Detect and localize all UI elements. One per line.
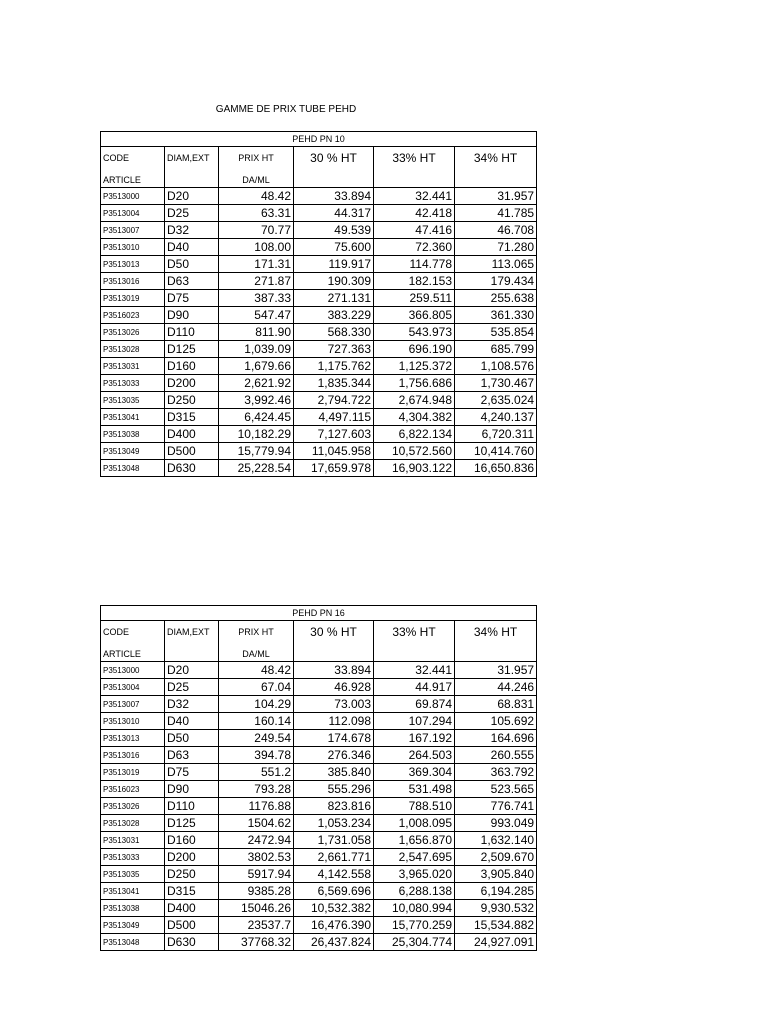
price-ht-cell: 5917.94 — [219, 866, 294, 883]
discount-33-cell: 42.418 — [374, 205, 455, 222]
price-ht-cell: 394.78 — [219, 747, 294, 764]
diameter-cell: D125 — [165, 341, 219, 358]
price-ht-cell: 2472.94 — [219, 832, 294, 849]
diameter-cell: D20 — [165, 188, 219, 205]
diameter-cell: D63 — [165, 747, 219, 764]
discount-34-cell: 46.708 — [455, 222, 537, 239]
price-ht-cell: 25,228.54 — [219, 460, 294, 477]
discount-30-cell: 271.131 — [294, 290, 374, 307]
discount-33-cell: 107.294 — [374, 713, 455, 730]
header-price: PRIX HT — [219, 621, 294, 648]
price-ht-cell: 37768.32 — [219, 934, 294, 951]
discount-33-cell: 1,008.095 — [374, 815, 455, 832]
discount-34-cell: 31.957 — [455, 188, 537, 205]
price-ht-cell: 63.31 — [219, 205, 294, 222]
price-ht-cell: 3,992.46 — [219, 392, 294, 409]
discount-33-cell: 32.441 — [374, 662, 455, 679]
article-code-cell: P3513048 — [101, 934, 165, 951]
discount-33-cell: 259.511 — [374, 290, 455, 307]
header-article: ARTICLE — [101, 647, 165, 662]
diameter-cell: D250 — [165, 392, 219, 409]
diameter-cell: D400 — [165, 426, 219, 443]
discount-34-cell: 10,414.760 — [455, 443, 537, 460]
diameter-cell: D90 — [165, 781, 219, 798]
table-row — [101, 713, 537, 730]
table-row — [101, 375, 537, 392]
discount-30-cell: 4,497.115 — [294, 409, 374, 426]
discount-33-cell: 531.498 — [374, 781, 455, 798]
diameter-cell: D75 — [165, 290, 219, 307]
price-ht-cell: 551.2 — [219, 764, 294, 781]
discount-30-cell: 385.840 — [294, 764, 374, 781]
discount-30-cell: 33.894 — [294, 662, 374, 679]
header-discount-30: 30 % HT — [294, 621, 374, 662]
discount-34-cell: 164.696 — [455, 730, 537, 747]
diameter-cell: D40 — [165, 239, 219, 256]
article-code-cell: P3513013 — [101, 256, 165, 273]
table-row — [101, 324, 537, 341]
discount-33-cell: 15,770.259 — [374, 917, 455, 934]
discount-33-cell: 69.874 — [374, 696, 455, 713]
table-row — [101, 426, 537, 443]
article-code-cell: P3513031 — [101, 358, 165, 375]
header-unit: DA/ML — [219, 647, 294, 662]
price-ht-cell: 67.04 — [219, 679, 294, 696]
price-ht-cell: 547.47 — [219, 307, 294, 324]
discount-33-cell: 6,822.134 — [374, 426, 455, 443]
discount-33-cell: 788.510 — [374, 798, 455, 815]
discount-30-cell: 49.539 — [294, 222, 374, 239]
article-code-cell: P3513007 — [101, 696, 165, 713]
diameter-cell: D200 — [165, 849, 219, 866]
discount-30-cell: 17,659.978 — [294, 460, 374, 477]
discount-33-cell: 4,304.382 — [374, 409, 455, 426]
table-row — [101, 849, 537, 866]
discount-34-cell: 260.555 — [455, 747, 537, 764]
table-body — [101, 662, 537, 951]
discount-33-cell: 47.416 — [374, 222, 455, 239]
price-ht-cell: 15046.26 — [219, 900, 294, 917]
diameter-cell: D125 — [165, 815, 219, 832]
discount-33-cell: 264.503 — [374, 747, 455, 764]
article-code-cell: P3513019 — [101, 290, 165, 307]
article-code-cell: P3513041 — [101, 883, 165, 900]
discount-34-cell: 776.741 — [455, 798, 537, 815]
article-code-cell: P3513035 — [101, 866, 165, 883]
diameter-cell: D32 — [165, 696, 219, 713]
discount-33-cell: 167.192 — [374, 730, 455, 747]
discount-30-cell: 112.098 — [294, 713, 374, 730]
table-row — [101, 290, 537, 307]
table-row — [101, 392, 537, 409]
price-ht-cell: 108.00 — [219, 239, 294, 256]
table-caption: PEHD PN 10 — [101, 132, 537, 147]
discount-33-cell: 10,572.560 — [374, 443, 455, 460]
price-ht-cell: 160.14 — [219, 713, 294, 730]
price-ht-cell: 104.29 — [219, 696, 294, 713]
table-row — [101, 883, 537, 900]
price-table-pn10 — [100, 131, 537, 477]
discount-34-cell: 523.565 — [455, 781, 537, 798]
diameter-cell: D250 — [165, 866, 219, 883]
diameter-cell: D400 — [165, 900, 219, 917]
header-code: CODE — [101, 147, 165, 174]
discount-34-cell: 9,930.532 — [455, 900, 537, 917]
article-code-cell: P3513031 — [101, 832, 165, 849]
article-code-cell: P3513016 — [101, 273, 165, 290]
price-ht-cell: 1,679.66 — [219, 358, 294, 375]
header-code: CODE — [101, 621, 165, 648]
discount-33-cell: 32.441 — [374, 188, 455, 205]
discount-33-cell: 6,288.138 — [374, 883, 455, 900]
discount-34-cell: 71.280 — [455, 239, 537, 256]
diameter-cell: D500 — [165, 443, 219, 460]
article-code-cell: P3513035 — [101, 392, 165, 409]
table-row — [101, 662, 537, 679]
discount-30-cell: 7,127.603 — [294, 426, 374, 443]
discount-30-cell: 75.600 — [294, 239, 374, 256]
table-row — [101, 900, 537, 917]
table-row — [101, 934, 537, 951]
discount-34-cell: 16,650.836 — [455, 460, 537, 477]
table-row — [101, 832, 537, 849]
discount-30-cell: 555.296 — [294, 781, 374, 798]
article-code-cell: P3513013 — [101, 730, 165, 747]
discount-34-cell: 363.792 — [455, 764, 537, 781]
price-ht-cell: 10,182.29 — [219, 426, 294, 443]
article-code-cell: P3513016 — [101, 747, 165, 764]
discount-30-cell: 46.928 — [294, 679, 374, 696]
diameter-cell: D40 — [165, 713, 219, 730]
price-ht-cell: 70.77 — [219, 222, 294, 239]
price-ht-cell: 6,424.45 — [219, 409, 294, 426]
discount-30-cell: 1,731.058 — [294, 832, 374, 849]
price-ht-cell: 2,621.92 — [219, 375, 294, 392]
discount-33-cell: 543.973 — [374, 324, 455, 341]
table-row — [101, 815, 537, 832]
header-discount-33: 33% HT — [374, 147, 455, 188]
discount-34-cell: 6,194.285 — [455, 883, 537, 900]
price-ht-cell: 1504.62 — [219, 815, 294, 832]
diameter-cell: D75 — [165, 764, 219, 781]
discount-30-cell: 6,569.696 — [294, 883, 374, 900]
article-code-cell: P3513049 — [101, 917, 165, 934]
table-row — [101, 239, 537, 256]
discount-34-cell: 31.957 — [455, 662, 537, 679]
diameter-cell: D160 — [165, 832, 219, 849]
discount-33-cell: 2,674.948 — [374, 392, 455, 409]
discount-30-cell: 1,053.234 — [294, 815, 374, 832]
table-row — [101, 679, 537, 696]
discount-30-cell: 276.346 — [294, 747, 374, 764]
article-code-cell: P3513049 — [101, 443, 165, 460]
table-row — [101, 409, 537, 426]
discount-34-cell: 361.330 — [455, 307, 537, 324]
discount-34-cell: 24,927.091 — [455, 934, 537, 951]
discount-33-cell: 182.153 — [374, 273, 455, 290]
discount-30-cell: 823.816 — [294, 798, 374, 815]
discount-34-cell: 535.854 — [455, 324, 537, 341]
discount-30-cell: 190.309 — [294, 273, 374, 290]
table-row — [101, 205, 537, 222]
article-code-cell: P3513010 — [101, 239, 165, 256]
diameter-cell: D500 — [165, 917, 219, 934]
table-row — [101, 222, 537, 239]
discount-33-cell: 696.190 — [374, 341, 455, 358]
discount-30-cell: 1,175.762 — [294, 358, 374, 375]
price-ht-cell: 271.87 — [219, 273, 294, 290]
table-row — [101, 358, 537, 375]
discount-34-cell: 1,730.467 — [455, 375, 537, 392]
discount-34-cell: 1,632.140 — [455, 832, 537, 849]
table-caption: PEHD PN 16 — [101, 606, 537, 621]
price-ht-cell: 23537.7 — [219, 917, 294, 934]
article-code-cell: P3513038 — [101, 900, 165, 917]
table-row — [101, 460, 537, 477]
diameter-cell: D20 — [165, 662, 219, 679]
discount-34-cell: 2,509.670 — [455, 849, 537, 866]
table-row — [101, 747, 537, 764]
discount-34-cell: 2,635.024 — [455, 392, 537, 409]
discount-34-cell: 255.638 — [455, 290, 537, 307]
article-code-cell: P3513026 — [101, 798, 165, 815]
table-row — [101, 781, 537, 798]
table-row — [101, 307, 537, 324]
discount-33-cell: 1,125.372 — [374, 358, 455, 375]
discount-33-cell: 44.917 — [374, 679, 455, 696]
discount-34-cell: 685.799 — [455, 341, 537, 358]
diameter-cell: D50 — [165, 730, 219, 747]
article-code-cell: P3516023 — [101, 781, 165, 798]
article-code-cell: P3513033 — [101, 849, 165, 866]
table-row — [101, 764, 537, 781]
table-row — [101, 273, 537, 290]
article-code-cell: P3513038 — [101, 426, 165, 443]
article-code-cell: P3513010 — [101, 713, 165, 730]
diameter-cell: D32 — [165, 222, 219, 239]
article-code-cell: P3513048 — [101, 460, 165, 477]
price-table-pn16 — [100, 605, 537, 951]
diameter-cell: D63 — [165, 273, 219, 290]
diameter-cell: D25 — [165, 205, 219, 222]
table-row — [101, 188, 537, 205]
discount-34-cell: 4,240.137 — [455, 409, 537, 426]
document-title: GAMME DE PRIX TUBE PEHD — [215, 104, 357, 115]
discount-30-cell: 174.678 — [294, 730, 374, 747]
price-ht-cell: 171.31 — [219, 256, 294, 273]
header-unit: DA/ML — [219, 173, 294, 188]
header-diam: DIAM,EXT — [165, 147, 219, 188]
discount-33-cell: 1,656.870 — [374, 832, 455, 849]
article-code-cell: P3513033 — [101, 375, 165, 392]
diameter-cell: D315 — [165, 883, 219, 900]
discount-34-cell: 179.434 — [455, 273, 537, 290]
discount-34-cell: 1,108.576 — [455, 358, 537, 375]
header-discount-34: 34% HT — [455, 621, 537, 662]
article-code-cell: P3513004 — [101, 205, 165, 222]
article-code-cell: P3513028 — [101, 341, 165, 358]
discount-34-cell: 68.831 — [455, 696, 537, 713]
price-ht-cell: 48.42 — [219, 662, 294, 679]
table-row — [101, 917, 537, 934]
diameter-cell: D110 — [165, 324, 219, 341]
diameter-cell: D50 — [165, 256, 219, 273]
discount-34-cell: 41.785 — [455, 205, 537, 222]
header-discount-30: 30 % HT — [294, 147, 374, 188]
diameter-cell: D90 — [165, 307, 219, 324]
discount-33-cell: 2,547.695 — [374, 849, 455, 866]
discount-33-cell: 10,080.994 — [374, 900, 455, 917]
discount-30-cell: 26,437.824 — [294, 934, 374, 951]
article-code-cell: P3513007 — [101, 222, 165, 239]
discount-30-cell: 383.229 — [294, 307, 374, 324]
discount-34-cell: 44.246 — [455, 679, 537, 696]
article-code-cell: P3513000 — [101, 662, 165, 679]
article-code-cell: P3513004 — [101, 679, 165, 696]
header-price: PRIX HT — [219, 147, 294, 174]
article-code-cell: P3513028 — [101, 815, 165, 832]
article-code-cell: P3516023 — [101, 307, 165, 324]
price-ht-cell: 793.28 — [219, 781, 294, 798]
table-row — [101, 256, 537, 273]
discount-30-cell: 2,794.722 — [294, 392, 374, 409]
article-code-cell: P3513019 — [101, 764, 165, 781]
table-body — [101, 188, 537, 477]
article-code-cell: P3513026 — [101, 324, 165, 341]
diameter-cell: D25 — [165, 679, 219, 696]
discount-30-cell: 568.330 — [294, 324, 374, 341]
discount-33-cell: 1,756.686 — [374, 375, 455, 392]
discount-30-cell: 11,045.958 — [294, 443, 374, 460]
price-ht-cell: 387.33 — [219, 290, 294, 307]
price-ht-cell: 1,039.09 — [219, 341, 294, 358]
discount-30-cell: 33.894 — [294, 188, 374, 205]
discount-34-cell: 993.049 — [455, 815, 537, 832]
article-code-cell: P3513041 — [101, 409, 165, 426]
discount-33-cell: 366.805 — [374, 307, 455, 324]
discount-34-cell: 15,534.882 — [455, 917, 537, 934]
table-row — [101, 696, 537, 713]
price-ht-cell: 3802.53 — [219, 849, 294, 866]
discount-30-cell: 4,142.558 — [294, 866, 374, 883]
table-row — [101, 443, 537, 460]
price-ht-cell: 48.42 — [219, 188, 294, 205]
discount-30-cell: 727.363 — [294, 341, 374, 358]
diameter-cell: D160 — [165, 358, 219, 375]
discount-30-cell: 73.003 — [294, 696, 374, 713]
price-ht-cell: 1176.88 — [219, 798, 294, 815]
table-row — [101, 866, 537, 883]
discount-33-cell: 72.360 — [374, 239, 455, 256]
discount-30-cell: 16,476.390 — [294, 917, 374, 934]
table-row — [101, 730, 537, 747]
table-row — [101, 341, 537, 358]
discount-34-cell: 6,720.311 — [455, 426, 537, 443]
discount-33-cell: 114.778 — [374, 256, 455, 273]
discount-34-cell: 3,905.840 — [455, 866, 537, 883]
header-diam: DIAM,EXT — [165, 621, 219, 662]
price-ht-cell: 249.54 — [219, 730, 294, 747]
diameter-cell: D630 — [165, 460, 219, 477]
discount-33-cell: 16,903.122 — [374, 460, 455, 477]
price-ht-cell: 9385.28 — [219, 883, 294, 900]
header-discount-33: 33% HT — [374, 621, 455, 662]
discount-34-cell: 113.065 — [455, 256, 537, 273]
discount-33-cell: 25,304.774 — [374, 934, 455, 951]
header-discount-34: 34% HT — [455, 147, 537, 188]
header-article: ARTICLE — [101, 173, 165, 188]
article-code-cell: P3513000 — [101, 188, 165, 205]
discount-33-cell: 3,965.020 — [374, 866, 455, 883]
price-ht-cell: 15,779.94 — [219, 443, 294, 460]
diameter-cell: D630 — [165, 934, 219, 951]
price-ht-cell: 811.90 — [219, 324, 294, 341]
discount-33-cell: 369.304 — [374, 764, 455, 781]
table-row — [101, 798, 537, 815]
diameter-cell: D110 — [165, 798, 219, 815]
discount-30-cell: 10,532.382 — [294, 900, 374, 917]
discount-30-cell: 2,661.771 — [294, 849, 374, 866]
discount-34-cell: 105.692 — [455, 713, 537, 730]
diameter-cell: D200 — [165, 375, 219, 392]
discount-30-cell: 44.317 — [294, 205, 374, 222]
discount-30-cell: 1,835.344 — [294, 375, 374, 392]
discount-30-cell: 119.917 — [294, 256, 374, 273]
diameter-cell: D315 — [165, 409, 219, 426]
